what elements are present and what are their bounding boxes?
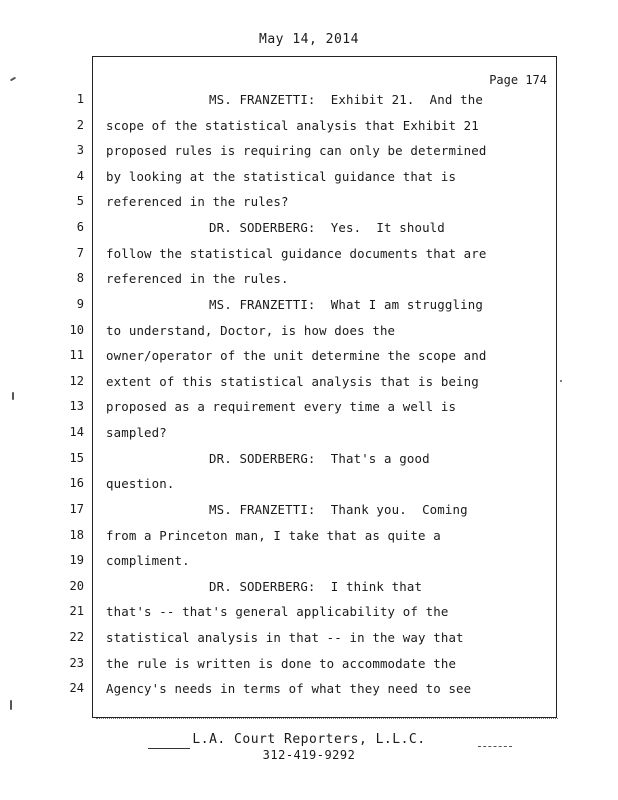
line-number: 3 (76, 143, 84, 158)
transcript-line (0, 553, 618, 579)
line-text: scope of the statistical analysis that Exhibit 21 (106, 117, 479, 133)
transcript-line (0, 656, 618, 682)
page-number: Page 174 (489, 73, 547, 87)
line-text: MS. FRANZETTI: Exhibit 21. And the (209, 92, 483, 107)
transcript-line (0, 348, 618, 374)
line-number: 14 (69, 425, 84, 440)
transcript-line (0, 681, 618, 707)
transcript-line (0, 374, 618, 400)
line-text: proposed as a requirement every time a well is (106, 399, 457, 415)
line-number: 22 (69, 630, 84, 645)
transcript-line (0, 323, 618, 349)
line-text: DR. SODERBERG: Yes. It should (209, 220, 445, 236)
transcript-line (0, 220, 618, 246)
line-text: DR. SODERBERG: That's a good (209, 450, 430, 466)
transcript-date: May 14, 2014 (259, 32, 359, 47)
line-text: question. (106, 476, 175, 492)
line-text: Agency's needs in terms of what they need to see (106, 681, 472, 697)
scan-speck (10, 77, 16, 82)
line-number: 20 (69, 578, 84, 593)
scan-speck (10, 700, 12, 710)
transcript-line (0, 476, 618, 502)
transcript-line (0, 118, 618, 144)
footer-phone: 312-419-9292 (262, 748, 356, 762)
transcript-line (0, 579, 618, 605)
transcript-line (0, 630, 618, 656)
line-text: to understand, Doctor, is how does the (106, 322, 396, 338)
transcript-line (0, 399, 618, 425)
line-text: from a Princeton man, I take that as quite a (106, 527, 441, 543)
line-text: the rule is written is done to accommodate the (106, 655, 457, 671)
line-number: 8 (76, 271, 84, 286)
line-text: proposed rules is requiring can only be determined (106, 143, 487, 159)
line-number: 15 (69, 450, 84, 465)
transcript-line (0, 271, 618, 297)
line-text: by looking at the statistical guidance that is (106, 168, 457, 184)
line-number: 19 (69, 553, 84, 568)
scan-speck (12, 392, 14, 400)
transcript-line (0, 604, 618, 630)
line-number: 11 (69, 348, 84, 363)
line-number: 6 (76, 220, 84, 235)
line-number: 5 (76, 194, 84, 209)
line-text: extent of this statistical analysis that is being (106, 373, 479, 389)
transcript-line (0, 246, 618, 272)
line-text: statistical analysis in that -- in the way that (106, 630, 464, 646)
line-text: compliment. (106, 553, 190, 569)
line-number: 7 (76, 245, 84, 260)
transcript-line (0, 194, 618, 220)
line-text: that's -- that's general applicability of the (106, 604, 449, 620)
frame-shadow-line (96, 718, 558, 720)
line-text: referenced in the rules. (106, 271, 289, 287)
transcript-line (0, 297, 618, 323)
line-number: 24 (69, 681, 84, 696)
transcript-line (0, 425, 618, 451)
footer-company: L.A. Court Reporters, L.L.C. (192, 732, 426, 747)
line-number: 18 (69, 527, 84, 542)
transcript-line (0, 143, 618, 169)
line-text: follow the statistical guidance documents that are (106, 245, 487, 261)
line-number: 10 (69, 322, 84, 337)
line-text: owner/operator of the unit determine the scope and (106, 348, 487, 364)
line-number: 12 (69, 373, 84, 388)
transcript-line (0, 502, 618, 528)
line-number: 4 (76, 168, 84, 183)
transcript-line (0, 92, 618, 118)
line-number: 23 (69, 655, 84, 670)
line-number: 16 (69, 476, 84, 491)
line-number: 1 (76, 92, 84, 106)
line-text: sampled? (106, 425, 167, 441)
line-number: 13 (69, 399, 84, 414)
transcript-line (0, 451, 618, 477)
line-number: 21 (69, 604, 84, 619)
transcript-line (0, 169, 618, 195)
line-text: referenced in the rules? (106, 194, 289, 210)
line-number: 9 (76, 296, 84, 311)
line-text: DR. SODERBERG: I think that (209, 578, 423, 594)
scan-speck (560, 380, 562, 382)
line-text: MS. FRANZETTI: What I am struggling (209, 296, 483, 312)
line-number: 2 (76, 117, 84, 132)
line-text: MS. FRANZETTI: Thank you. Coming (209, 501, 468, 517)
line-number: 17 (69, 501, 84, 516)
transcript-line (0, 528, 618, 554)
